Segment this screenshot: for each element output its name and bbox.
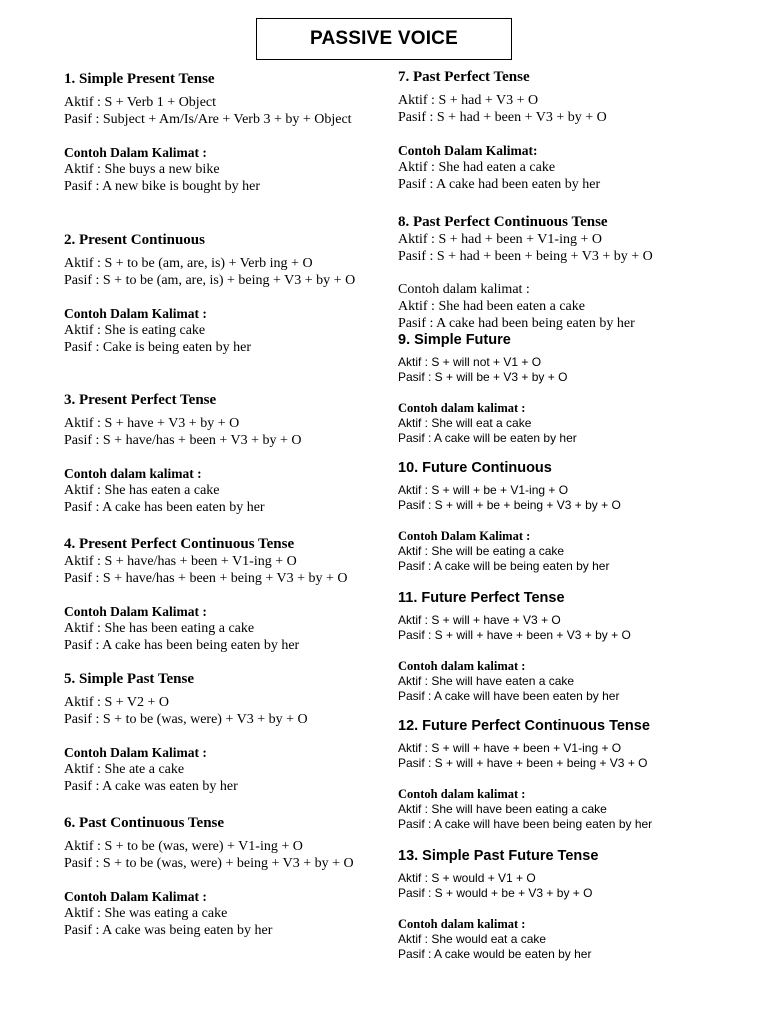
formula-line: Aktif : S + had + V3 + O [398, 93, 539, 108]
example-heading: Contoh Dalam Kalimat: [398, 143, 538, 158]
formula-line: Pasif : S + had + been + V3 + by + O [398, 110, 607, 125]
tense-heading: 13. Simple Past Future Tense [398, 848, 599, 864]
example-line: Pasif : Cake is being eaten by her [64, 340, 252, 355]
example-heading: Contoh dalam kalimat : [398, 401, 526, 415]
example-heading: Contoh dalam kalimat : [64, 466, 202, 481]
tense-heading: 6. Past Continuous Tense [64, 815, 225, 831]
formula-line: Aktif : S + will + have + been + V1-ing + O [398, 741, 622, 755]
formula-line: Aktif : S + will + have + V3 + O [398, 613, 561, 627]
tense-section [398, 68, 698, 193]
example-line: Aktif : She will be eating a cake [398, 544, 565, 558]
example-line: Pasif : A cake was eaten by her [64, 779, 238, 794]
formula-line: Aktif : S + have + V3 + by + O [64, 416, 240, 431]
example-line: Aktif : She buys a new bike [64, 162, 220, 177]
example-heading: Contoh dalam kalimat : [398, 659, 526, 673]
example-line: Pasif : A cake was being eaten by her [64, 923, 273, 938]
tense-heading: 11. Future Perfect Tense [398, 590, 565, 606]
example-line: Aktif : She would eat a cake [398, 932, 547, 946]
tense-heading: 1. Simple Present Tense [64, 71, 215, 87]
tense-section [398, 213, 698, 332]
example-line: Pasif : A cake will have been being eaten by her [398, 817, 653, 831]
example-line: Aktif : She will have been eating a cake [398, 802, 607, 816]
formula-line: Pasif : S + will + have + been + being + V3 + O [398, 756, 648, 770]
tense-section [64, 814, 380, 939]
example-heading: Contoh dalam kalimat : [398, 917, 526, 931]
tense-section [398, 589, 698, 704]
example-line: Pasif : A cake had been eaten by her [398, 177, 601, 192]
example-line: Pasif : A cake has been being eaten by her [64, 638, 300, 653]
tense-section [398, 331, 698, 446]
example-heading: Contoh Dalam Kalimat : [64, 306, 207, 321]
formula-line: Pasif : S + have/has + been + V3 + by + O [64, 433, 302, 448]
formula-line: Pasif : S + would + be + V3 + by + O [398, 886, 593, 900]
example-line: Aktif : She will have eaten a cake [398, 674, 575, 688]
tense-section [398, 459, 698, 574]
tense-heading: 9. Simple Future [398, 332, 511, 348]
formula-line: Pasif : S + will + be + being + V3 + by + O [398, 498, 621, 512]
page-title: PASSIVE VOICE [256, 18, 512, 60]
example-line: Aktif : She ate a cake [64, 762, 185, 777]
formula-line: Pasif : S + to be (was, were) + being + V3 + by + O [64, 856, 354, 871]
formula-line: Aktif : S + had + been + V1-ing + O [398, 232, 602, 247]
example-line: Aktif : She has eaten a cake [64, 483, 220, 498]
tense-section [64, 231, 380, 356]
example-heading: Contoh Dalam Kalimat : [64, 604, 207, 619]
example-line: Pasif : A new bike is bought by her [64, 179, 260, 194]
tense-section [64, 70, 380, 195]
formula-line: Aktif : S + will + be + V1-ing + O [398, 483, 569, 497]
formula-line: Aktif : S + Verb 1 + Object [64, 95, 217, 110]
example-line: Aktif : She had been eaten a cake [398, 299, 585, 314]
tense-heading: 2. Present Continuous [64, 232, 205, 248]
formula-line: Aktif : S + to be (am, are, is) + Verb ing + O [64, 256, 313, 271]
example-heading: Contoh Dalam Kalimat : [398, 529, 531, 543]
example-line: Pasif : A cake will have been eaten by her [398, 689, 620, 703]
formula-line: Pasif : Subject + Am/Is/Are + Verb 3 + by + Object [64, 112, 352, 127]
tense-heading: 10. Future Continuous [398, 460, 552, 476]
example-line: Pasif : A cake would be eaten by her [398, 947, 592, 961]
example-line: Aktif : She had eaten a cake [398, 160, 556, 175]
tense-section [64, 391, 380, 516]
example-line: Aktif : She will eat a cake [398, 416, 532, 430]
example-line: Pasif : A cake will be eaten by her [398, 431, 577, 445]
tense-heading: 7. Past Perfect Tense [398, 69, 530, 85]
tense-heading: 5. Simple Past Tense [64, 671, 195, 687]
example-line: Aktif : She is eating cake [64, 323, 206, 338]
formula-line: Aktif : S + would + V1 + O [398, 871, 536, 885]
example-line: Pasif : A cake has been eaten by her [64, 500, 265, 515]
example-line: Pasif : A cake will be being eaten by her [398, 559, 610, 573]
example-heading: Contoh Dalam Kalimat : [64, 889, 207, 904]
formula-line: Pasif : S + to be (am, are, is) + being + V3 + by + O [64, 273, 356, 288]
example-heading: Contoh Dalam Kalimat : [64, 745, 207, 760]
tense-section [398, 717, 698, 832]
tense-section [64, 535, 380, 654]
tense-section [398, 847, 698, 962]
formula-line: Aktif : S + will not + V1 + O [398, 355, 542, 369]
formula-line: Pasif : S + had + been + being + V3 + by + O [398, 249, 653, 264]
tense-heading: 8. Past Perfect Continuous Tense [398, 214, 608, 230]
example-line: Aktif : She has been eating a cake [64, 621, 255, 636]
formula-line: Aktif : S + have/has + been + V1-ing + O [64, 554, 297, 569]
formula-line: Aktif : S + V2 + O [64, 695, 169, 710]
tense-heading: 12. Future Perfect Continuous Tense [398, 718, 650, 734]
tense-heading: 3. Present Perfect Tense [64, 392, 217, 408]
formula-line: Pasif : S + to be (was, were) + V3 + by + O [64, 712, 308, 727]
example-line: Pasif : A cake had been being eaten by her [398, 316, 635, 331]
formula-line: Pasif : S + will + have + been + V3 + by + O [398, 628, 631, 642]
example-heading: Contoh dalam kalimat : [398, 282, 530, 297]
formula-line: Pasif : S + have/has + been + being + V3 + by + O [64, 571, 348, 586]
formula-line: Pasif : S + will be + V3 + by + O [398, 370, 568, 384]
example-heading: Contoh Dalam Kalimat : [64, 145, 207, 160]
example-line: Aktif : She was eating a cake [64, 906, 228, 921]
formula-line: Aktif : S + to be (was, were) + V1-ing + O [64, 839, 303, 854]
tense-heading: 4. Present Perfect Continuous Tense [64, 536, 295, 552]
example-heading: Contoh dalam kalimat : [398, 787, 526, 801]
tense-section [64, 670, 380, 795]
